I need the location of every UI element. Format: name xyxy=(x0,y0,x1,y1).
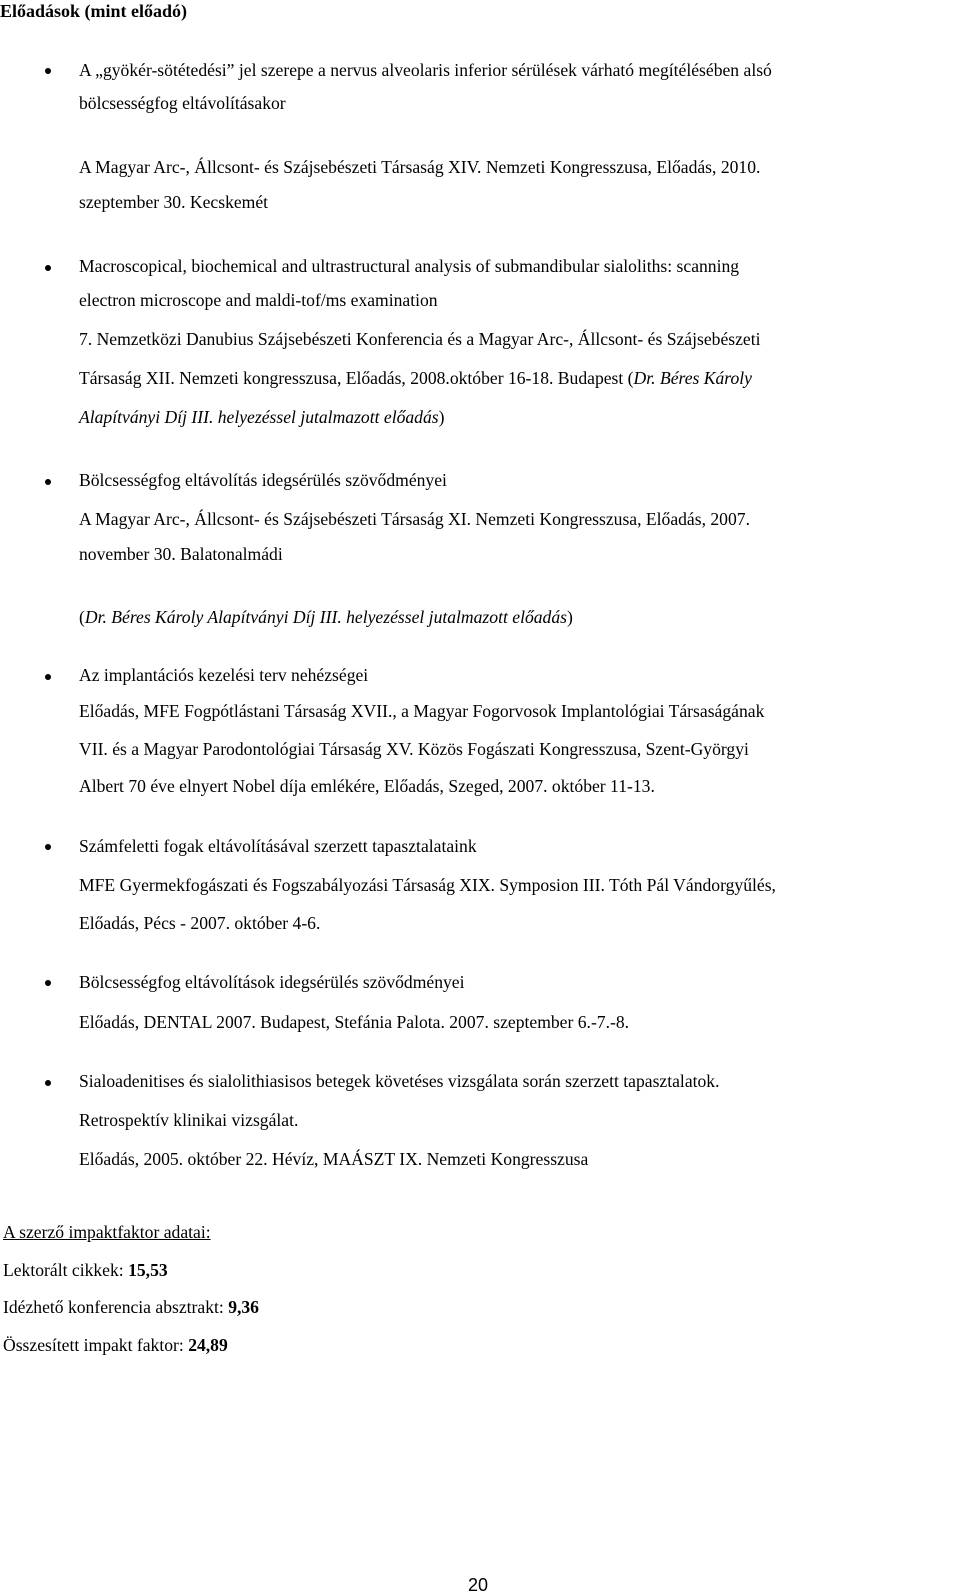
bullet-icon xyxy=(45,479,51,485)
paren-close: ) xyxy=(438,407,445,427)
entry-5-line-3: Előadás, Pécs - 2007. október 4-6. xyxy=(79,913,321,933)
impact-value: 15,53 xyxy=(128,1260,168,1280)
entry-4-line-1: Az implantációs kezelési terv nehézségei xyxy=(79,665,369,685)
page-number: 20 xyxy=(468,1575,489,1595)
impact-label: Összesített impakt faktor: xyxy=(3,1335,189,1355)
entry-2-line-3: 7. Nemzetközi Danubius Szájsebészeti Konferencia és a Magyar Arc-, Állcsont- és Szájsebészeti xyxy=(79,329,761,349)
entry-4-line-3: VII. és a Magyar Parodontológiai Társaság XV. Közös Fogászati Kongresszusa, Szent-Györgyi xyxy=(79,739,749,759)
impact-row xyxy=(3,1337,228,1355)
entry-2-line-2: electron microscope and maldi-tof/ms examination xyxy=(79,290,438,310)
bullet-icon xyxy=(45,980,51,986)
entry-3-line-2: A Magyar Arc-, Állcsont- és Szájsebészeti Társaság XI. Nemzeti Kongresszusa, Előadás, 2007. xyxy=(79,509,750,529)
entry-2-line-4-text: Társaság XII. Nemzeti kongresszusa, Előadás, 2008.október 16-18. Budapest ( xyxy=(79,368,634,388)
entry-5-line-2: MFE Gyermekfogászati és Fogszabályozási Társaság XIX. Symposion III. Tóth Pál Vándorgyűlés, xyxy=(79,875,776,895)
impact-label: Lektorált cikkek: xyxy=(3,1260,129,1280)
impact-heading: A szerző impaktfaktor adatai: xyxy=(3,1222,211,1242)
award-text: Dr. Béres Károly Alapítványi Díj III. helyezéssel jutalmazott előadás xyxy=(84,607,567,627)
entry-2-line-5 xyxy=(79,409,444,427)
impact-row xyxy=(3,1299,259,1317)
entry-7-line-3: Előadás, 2005. október 22. Hévíz, MAÁSZT IX. Nemzeti Kongresszusa xyxy=(79,1149,589,1169)
bullet-icon xyxy=(45,265,51,271)
entry-2-line-1: Macroscopical, biochemical and ultrastructural analysis of submandibular sialoliths: scanning xyxy=(79,256,740,276)
entry-2-line-4 xyxy=(79,370,752,388)
entry-3-award xyxy=(79,609,573,627)
entry-6-line-1: Bölcsességfog eltávolítások idegsérülés szövődményei xyxy=(79,972,465,992)
entry-1-line-4: szeptember 30. Kecskemét xyxy=(79,192,269,212)
paren-open: ( xyxy=(79,607,85,627)
bullet-icon xyxy=(45,674,51,680)
entry-6-line-2: Előadás, DENTAL 2007. Budapest, Stefánia Palota. 2007. szeptember 6.-7.-8. xyxy=(79,1012,630,1032)
entry-3-line-1: Bölcsességfog eltávolítás idegsérülés szövődményei xyxy=(79,470,447,490)
entry-1-line-2: bölcsességfog eltávolításakor xyxy=(79,93,286,113)
entry-5-line-1: Számfeletti fogak eltávolításával szerzett tapasztalataink xyxy=(79,836,477,856)
bullet-icon xyxy=(45,68,51,74)
entry-4-line-4: Albert 70 éve elnyert Nobel díja emlékére, Előadás, Szeged, 2007. október 11-13. xyxy=(79,776,655,796)
paren-close: ) xyxy=(567,607,573,627)
bullet-icon xyxy=(45,844,51,850)
entry-7-line-2: Retrospektív klinikai vizsgálat. xyxy=(79,1110,299,1130)
entry-7-line-1: Sialoadenitises és sialolithiasisos betegek követéses vizsgálata során szerzett tapasztalatok. xyxy=(79,1071,720,1091)
impact-value: 9,36 xyxy=(228,1297,259,1317)
award-text: Dr. Béres Károly xyxy=(633,368,752,388)
impact-label: Idézhető konferencia absztrakt: xyxy=(3,1297,229,1317)
entry-1-line-3: A Magyar Arc-, Állcsont- és Szájsebészeti Társaság XIV. Nemzeti Kongresszusa, Előadás, 2010. xyxy=(79,157,761,177)
award-text: Alapítványi Díj III. helyezéssel jutalmazott előadás xyxy=(79,407,439,427)
entry-1-line-1: A „gyökér-sötétedési” jel szerepe a nervus alveolaris inferior sérülések várható megítélésében alsó xyxy=(79,60,772,80)
bullet-icon xyxy=(45,1080,51,1086)
impact-value: 24,89 xyxy=(188,1335,228,1355)
entry-3-line-3: november 30. Balatonalmádi xyxy=(79,544,283,564)
impact-row xyxy=(3,1262,168,1280)
section-title: Előadások (mint előadó) xyxy=(0,1,188,21)
entry-4-line-2: Előadás, MFE Fogpótlástani Társaság XVII., a Magyar Fogorvosok Implantológiai Társaságának xyxy=(79,701,765,721)
